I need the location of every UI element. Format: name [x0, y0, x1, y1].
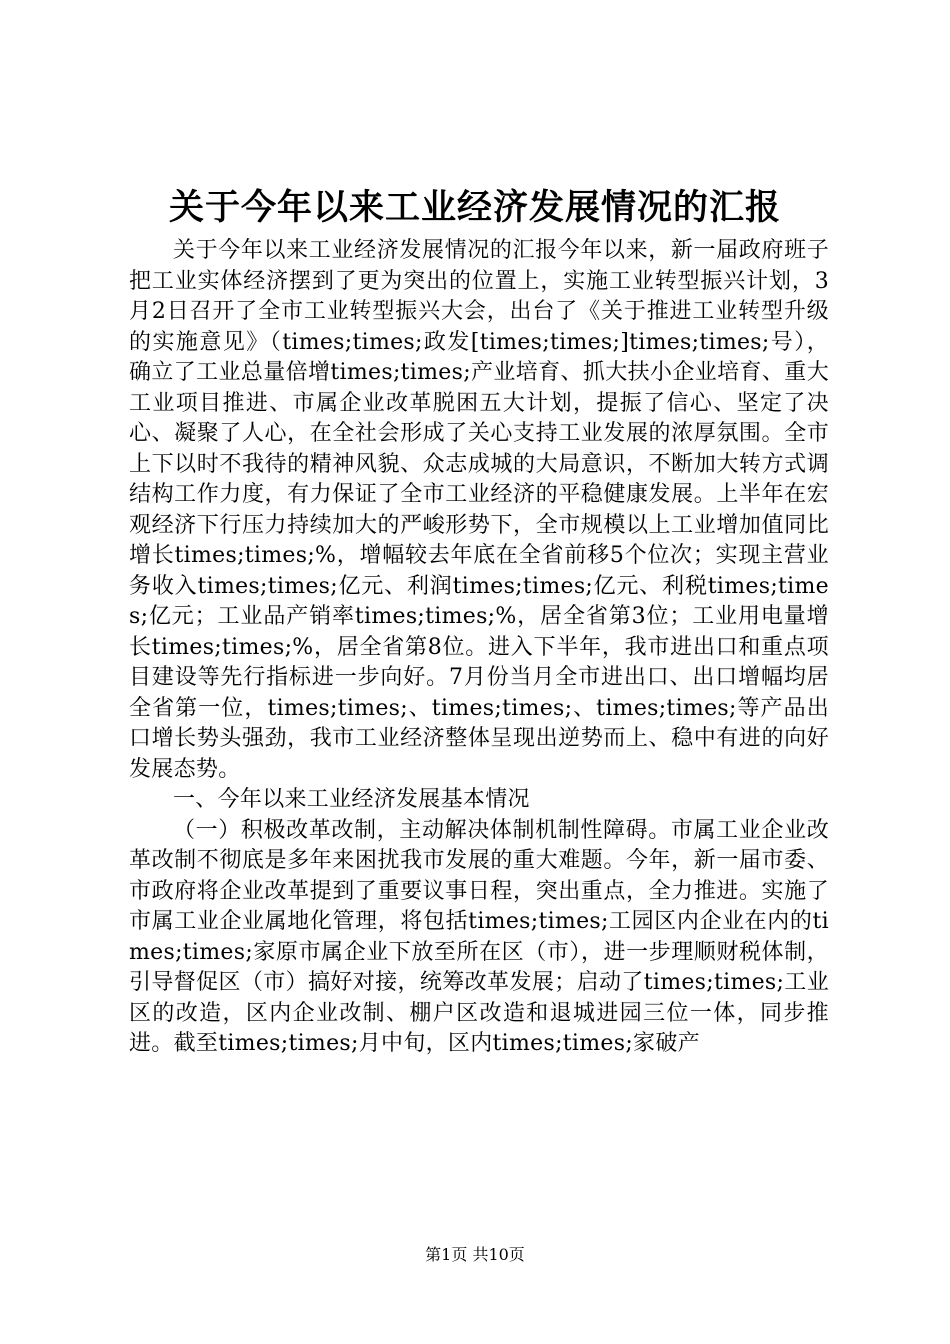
document-body: [129, 236, 829, 1060]
paragraph-reform: （一）积极改革改制，主动解决体制机制性障碍。市属工业企业改革改制不彻底是多年来困扰我市发展的重大难题。今年，新一届市委、市政府将企业改革提到了重要议事日程，突出重点，全力推进。实施了市属工业企业属地化管理，将包括times;times;工园区内企业在内的times;times;家原市属企业下放至所在区（市），进一步理顺财税体制，引导督促区（市）搞好对接，统筹改革发展；启动了times;times;工业区的改造，区内企业改制、棚户区改造和退城进园三位一体，同步推进。截至times;times;月中旬，区内times;times;家破产: [129, 817, 829, 1056]
section-heading: 一、今年以来工业经济发展基本情况: [173, 787, 530, 812]
paragraph-intro: 关于今年以来工业经济发展情况的汇报今年以来，新一届政府班子把工业实体经济摆到了更为突出的位置上，实施工业转型振兴计划，3月2日召开了全市工业转型振兴大会，出台了《关于推进工业转型升级的实施意见》（times;times;政发[times;times;]times;times;号），确立了工业总量倍增times;times;产业培育、抓大扶小企业培育、重大工业项目推进、市属企业改革脱困五大计划，提振了信心、坚定了决心、凝聚了人心，在全社会形成了关心支持工业发展的浓厚氛围。全市上下以时不我待的精神风貌、众志成城的大局意识，不断加大转方式调结构工作力度，有力保证了全市工业经济的平稳健康发展。上半年在宏观经济下行压力持续加大的严峻形势下，全市规模以上工业增加值同比增长times;times;%，增幅较去年底在全省前移5个位次；实现主营业务收入times;times;亿元、利润times;times;亿元、利税times;times;亿元；工业品产销率times;times;%，居全省第3位；工业用电量增长times;times;%，居全省第8位。进入下半年，我市进出口和重点项目建设等先行指标进一步向好。7月份当月全市进出口、出口增幅均居全省第一位，times;times;、times;times;、times;times;等产品出口增长势头强劲，我市工业经济整体呈现出逆势而上、稳中有进的向好发展态势。: [129, 238, 829, 782]
page-footer: 第1页 共10页: [425, 1245, 525, 1264]
document-title: 关于今年以来工业经济发展情况的汇报: [168, 187, 781, 228]
